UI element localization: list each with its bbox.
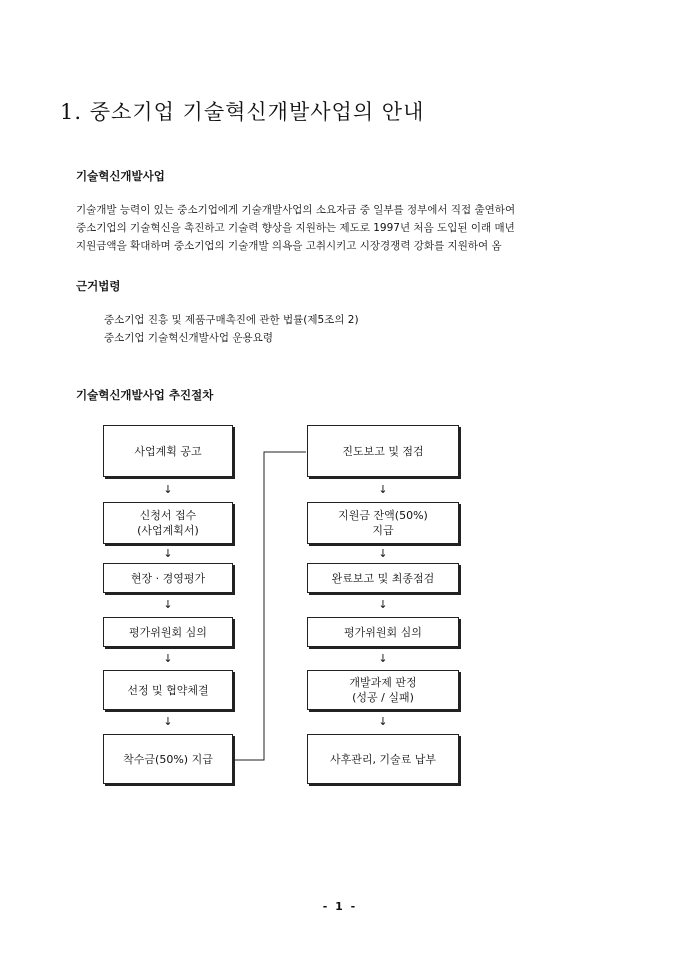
- flow-step-label: [127, 683, 208, 698]
- flow-step-text: 지원금 잔액(50%): [338, 509, 428, 522]
- flow-step-text: 진도보고 및 점검: [342, 444, 424, 458]
- flow-step-text: 평가위원회 심의: [344, 625, 422, 639]
- flow-step-label: [344, 625, 422, 640]
- down-arrow-icon: ↓: [378, 715, 388, 728]
- down-arrow-icon: ↓: [163, 651, 173, 665]
- flow-step-text: 현장 · 경영평가: [130, 571, 206, 585]
- flow-step-label: [131, 571, 205, 586]
- flow-step-label: [137, 508, 199, 538]
- flow-step-label: [123, 752, 213, 767]
- section-heading-procedure: 기술혁신개발사업 추진절차: [76, 388, 214, 402]
- flow-step-text: (성공 / 실패): [352, 691, 414, 704]
- flow-step-left-6: [103, 734, 233, 784]
- flow-step-left-5: [103, 670, 233, 710]
- legal-basis-item: 중소기업 진흥 및 제품구매촉진에 관한 법률(제5조의 2): [104, 314, 359, 326]
- down-arrow-icon: ↓: [378, 651, 388, 665]
- flow-step-left-3: [103, 563, 233, 593]
- flow-step-text: 신청서 접수: [139, 509, 197, 522]
- description-line: 기술개발 능력이 있는 중소기업에게 기술개발사업의 소요자금 중 일부를 정부에서 직접 출연하여: [76, 204, 516, 216]
- page-number: - 1 -: [322, 900, 358, 913]
- down-arrow-icon: ↓: [378, 598, 388, 611]
- flow-step-text: 선정 및 협약체결: [127, 683, 209, 697]
- legal-basis-item: 중소기업 기술혁신개발사업 운용요령: [104, 332, 273, 344]
- flow-step-right-5: [307, 670, 459, 710]
- flow-step-label: [134, 444, 201, 459]
- flow-step-text: 지급: [372, 524, 394, 537]
- down-arrow-icon: ↓: [378, 546, 388, 560]
- down-arrow-icon: ↓: [163, 715, 173, 728]
- flow-step-label: [338, 508, 428, 538]
- flow-step-right-1: [307, 425, 459, 477]
- flow-step-right-3: [307, 563, 459, 593]
- flow-step-left-4: [103, 617, 233, 647]
- flow-step-left-2: [103, 502, 233, 544]
- page-title: 1. 중소기업 기술혁신개발사업의 안내: [60, 100, 425, 124]
- down-arrow-icon: ↓: [378, 482, 388, 496]
- description-line: 중소기업의 기술혁신을 촉진하고 기술력 향상을 지원하는 제도로 1997년 처음 도입된 이래 매년: [76, 222, 515, 234]
- flow-step-text: 착수금(50%) 지급: [123, 752, 213, 766]
- flow-step-text: 사업계획 공고: [134, 444, 202, 458]
- section-heading-legal-basis: 근거법령: [76, 279, 121, 293]
- flow-step-left-1: [103, 425, 233, 477]
- description-line: 지원금액을 확대하며 중소기업의 기술개발 의욕을 고취시키고 시장경쟁력 강화를 지원하여 옴: [76, 240, 502, 252]
- flow-step-right-4: [307, 617, 459, 647]
- flow-step-text: 개발과제 판정: [349, 676, 417, 689]
- flow-step-label: [330, 752, 436, 767]
- flow-step-text: 사후관리, 기술료 납부: [329, 752, 437, 766]
- flow-step-label: [349, 675, 416, 705]
- flow-step-text: 완료보고 및 최종점검: [331, 571, 435, 585]
- down-arrow-icon: ↓: [163, 546, 173, 560]
- flow-step-text: (사업계획서): [137, 524, 199, 537]
- down-arrow-icon: ↓: [163, 598, 173, 611]
- section-heading-program: 기술혁신개발사업: [76, 169, 165, 183]
- flow-step-text: 평가위원회 심의: [129, 625, 207, 639]
- flow-step-label: [129, 625, 207, 640]
- flow-step-right-6: [307, 734, 459, 784]
- down-arrow-icon: ↓: [163, 482, 173, 496]
- flow-step-label: [332, 571, 435, 586]
- flow-step-right-2: [307, 502, 459, 544]
- flow-step-label: [342, 444, 423, 459]
